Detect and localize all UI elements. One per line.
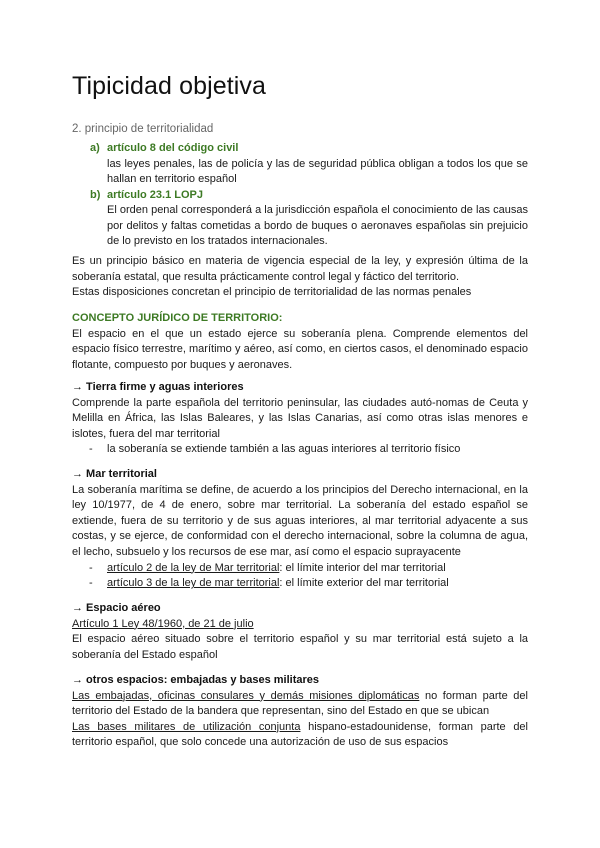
section-subtitle: 2. principio de territorialidad: [72, 123, 214, 135]
concepto-body: El espacio en el que un estado ejerce su soberanía plena. Comprende elementos del espacio físico terrestre, marítimo y aéreo, así como, en ciertos casos, el denominado espacio flotante, compuesto por buques y aeronaves.: [72, 327, 528, 371]
tierra-heading: → Tierra firme y aguas interiores: [72, 381, 244, 393]
list-marker: b): [90, 188, 101, 201]
dash-marker: -: [89, 577, 93, 590]
list-marker: a): [90, 142, 100, 154]
list-heading-text: artículo 8 del código civil: [107, 142, 239, 154]
otros-paragraph-1: [72, 689, 528, 720]
mar-section: [72, 467, 528, 592]
mar-body: La soberanía marítima se define, de acuerdo a los principios del Derecho internacional, en la ley 10/1977, de 4 de enero, sobre mar territorial. La soberanía del estado español se extiende, fuera de su territorio y de sus aguas interiores, al mar territorial adyacente a sus costas, y se ejerce, de conformidad con el derecho internacional, sobre la columna de agua, el lecho, subsuelo y los recursos de ese mar, así como el espacio suprayacente: [72, 483, 528, 558]
list-item-b-heading: [90, 188, 528, 204]
tierra-bullet-text: la soberanía se extiende también a las aguas interiores al territorio físico: [107, 443, 461, 456]
otros-p2-text: hispano-estadounidense, forman parte del territorio español, que solo concede una autorización de uso de sus espacios: [72, 720, 528, 749]
tierra-section: [72, 380, 528, 458]
aereo-law-reference[interactable]: Artículo 1 Ley 48/1960, de 21 de julio: [72, 617, 254, 630]
embajadas-link[interactable]: Las embajadas, oficinas consulares y demás misiones diplomáticas: [72, 689, 420, 702]
aereo-body: El espacio aéreo situado sobre el territorio español y su mar territorial está sujeto a la soberanía del Estado español: [72, 633, 528, 661]
dash-marker: -: [89, 443, 93, 456]
list-item-a-body: las leyes penales, las de policía y las de seguridad pública obligan a todos los que se hallan en territorio español: [107, 157, 528, 185]
otros-p1-text: no forman parte del territorio del Estado de la bandera que representan, sino del Estado en que se ubican: [72, 689, 528, 718]
otros-paragraph-2: [72, 720, 528, 751]
tierra-body: Comprende la parte española del territorio peninsular, las ciudades autó-nomas de Ceuta y Melilla en África, las Islas Baleares, y las Islas Canarias, así como otras islas menores e islotes, fuera del mar territorial: [72, 396, 528, 440]
intro-paragraph: Es un principio básico en materia de vigencia especial de la ley, y expresión última de la soberanía estatal, que resulta prácticamente control legal y fáctico del territorio.: [72, 255, 528, 283]
mar-article-2-link[interactable]: artículo 2 de la ley de Mar territorial: [107, 561, 280, 574]
article-list: [90, 141, 528, 250]
list-item-b-body: El orden penal corresponderá a la jurisdicción española el conocimiento de las causas por delitos y faltas cometidas a bordo de buques o aeronaves españolas sin prejuicio de lo previsto en los tratados internacionales.: [107, 204, 528, 247]
mar-article-3-link[interactable]: artículo 3 de la ley de mar territorial: [107, 577, 280, 590]
list-heading-text: artículo 23.1 LOPJ: [107, 188, 203, 201]
aereo-heading: → Espacio aéreo: [72, 602, 161, 614]
bases-militares-link[interactable]: Las bases militares de utilización conjunta: [72, 720, 301, 733]
concepto-section: [72, 311, 528, 373]
mar-bullet-1-text: : el límite interior del mar territorial: [279, 561, 446, 574]
page-title: Tipicidad objetiva: [72, 72, 267, 100]
tierra-bullet: [72, 442, 528, 458]
otros-heading: → otros espacios: embajadas y bases militares: [72, 674, 320, 686]
otros-section: [72, 673, 528, 751]
mar-bullet-2: [72, 576, 528, 592]
concepto-heading: CONCEPTO JURÍDICO DE TERRITORIO:: [72, 312, 283, 324]
mar-bullet-2-text: : el límite exterior del mar territorial: [279, 577, 449, 590]
intro-section: [72, 254, 528, 301]
dash-marker: -: [89, 561, 93, 574]
mar-heading: → Mar territorial: [72, 468, 157, 480]
list-item-a-heading: [90, 141, 528, 157]
mar-bullet-1: [72, 561, 528, 577]
intro-paragraph-2: Estas disposiciones concretan el principio de territorialidad de las normas penales: [72, 286, 472, 299]
aereo-section: [72, 601, 528, 663]
